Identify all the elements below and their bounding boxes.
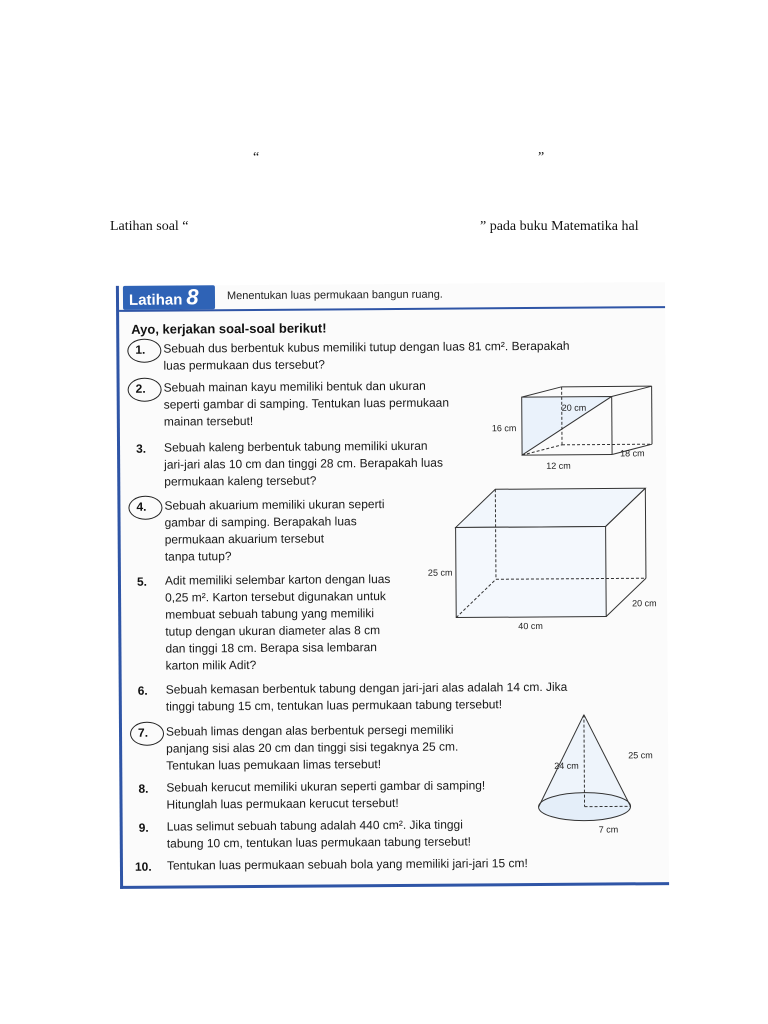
close-quote-mark: ” xyxy=(538,150,545,165)
question-number: 4. xyxy=(136,499,147,514)
aquarium-box-figure xyxy=(425,482,666,632)
question-text-8: Sebuah kerucut memiliki ukuran seperti gambar di samping! Hitunglah luas permukaan kerucut tersebut! xyxy=(166,778,486,812)
worksheet-scan xyxy=(116,282,669,889)
question-number: 7. xyxy=(137,725,149,740)
question-number: 9. xyxy=(138,820,149,835)
triangular-prism-figure xyxy=(490,382,661,473)
box-depth-label: 20 cm xyxy=(632,598,657,609)
latihan-number: 8 xyxy=(186,284,199,310)
question-text-1: Sebuah dus berbentuk kubus memiliki tutup dengan luas 81 cm². Berapakah luas permukaan dus tersebut? xyxy=(163,338,570,373)
latihan-badge xyxy=(123,285,215,310)
prism-height-label: 16 cm xyxy=(491,423,517,434)
cone-slant-label: 25 cm xyxy=(628,750,653,761)
box-height-label: 25 cm xyxy=(427,567,453,578)
cone-height-label: 24 cm xyxy=(554,760,579,771)
question-text-4: Sebuah akuarium memiliki ukuran seperti gambar di samping. Berapakah luas permukaan akuarium tersebut tanpa tutup? xyxy=(164,497,385,564)
latihan-label: Latihan xyxy=(128,291,183,309)
cone-radius-label: 7 cm xyxy=(598,824,619,835)
open-quote-mark: “ xyxy=(253,150,260,165)
question-number: 8. xyxy=(138,781,149,796)
prism-top-label: 20 cm xyxy=(561,402,587,413)
box-width-label: 40 cm xyxy=(518,620,543,632)
question-text-3: Sebuah kaleng berbentuk tabung memiliki ukuran jari-jari alas 10 cm dan tinggi 28 cm. Berapakah luas permukaan kaleng tersebut? xyxy=(163,438,444,489)
cone-figure xyxy=(532,710,665,843)
question-number: 2. xyxy=(135,381,146,396)
question-number: 3. xyxy=(135,441,147,456)
question-text-5: Adit memiliki selembar karton dengan luas 0,25 m². Karton tersebut digunakan untuk membuat sebuah tabung yang memiliki tutup dengan ukuran diameter alas 8 cm dan tinggi 18 cm. Berapa sisa lembaran karton milik Adit? xyxy=(164,572,391,673)
question-number: 10. xyxy=(134,859,152,874)
question-number: 6. xyxy=(137,683,148,698)
intro-line-end: ” pada buku Matematika hal xyxy=(480,219,639,234)
question-text-6: Sebuah kemasan berbentuk tabung dengan jari-jari alas adalah 14 cm. Jika tinggi tabung 15 cm, tentukan luas permukaan tabung tersebut! xyxy=(165,679,568,714)
question-number: 1. xyxy=(135,342,146,357)
question-text-10: Tentukan luas permukaan sebuah bola yang memiliki jari-jari 15 cm! xyxy=(166,856,528,873)
worksheet-instruction: Ayo, kerjakan soal-soal berikut! xyxy=(131,320,327,337)
intro-line-start: Latihan soal “ xyxy=(110,219,189,234)
prism-depth-label: 18 cm xyxy=(620,448,645,459)
question-text-2: Sebuah mainan kayu memiliki bentuk dan ukuran seperti gambar di samping. Tentukan luas permukaan mainan tersebut! xyxy=(163,378,450,429)
question-text-7: Sebuah limas dengan alas berbentuk persegi memiliki panjang sisi alas 20 cm dan tinggi sisi tegaknya 25 cm. Tentukan luas pemukaan limas tersebut! xyxy=(165,722,459,773)
question-number: 5. xyxy=(136,574,148,589)
prism-base-label: 12 cm xyxy=(546,460,571,471)
worksheet-subtitle: Menentukan luas permukaan bangun ruang. xyxy=(226,288,443,303)
question-text-9: Luas selimut sebuah tabung adalah 440 cm². Jika tinggi tabung 10 cm, tentukan luas permukaan tabung tersebut! xyxy=(166,817,472,851)
